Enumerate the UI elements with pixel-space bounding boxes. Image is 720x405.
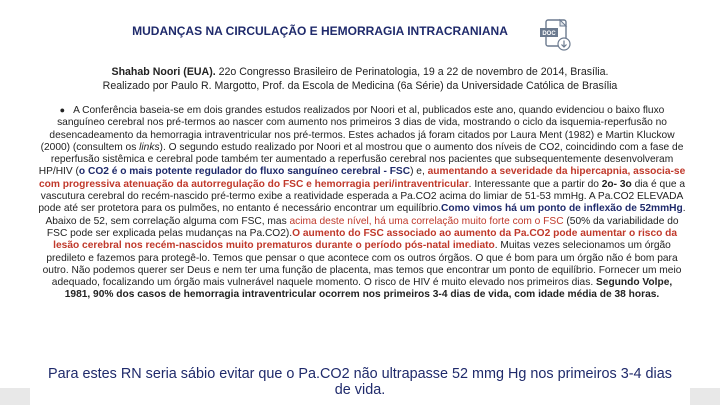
links-text: links [139,141,160,153]
highlight-bold: Segundo Volpe, 1981, 90% dos casos de hemorragia intraventricular ocorrem nos primeiros 3-4 dias de vida, com idade média de 38 horas. [64,277,673,301]
highlight-red: O aumento do FSC associado ao aumento da Pa.CO2 pode aumentar o risco da lesão cerebral nos recém-nascidos muito prematuros durante o período pós-natal imediato [53,227,678,252]
text-segment: . Muitas vezes selecionamos um órgão predileto e fazemos para protegê-lo. Temos que pensar o que acontece com os outros órgãos. O que é bom para um órgão não é bom para outro. Não podemos querer ser Deus e nem ter uma função de placenta, mas temos que encontrar um ponto de equilíbrio. Fornecer um meio adequado, focalizando um órgão mais vulnerável naquele momento. O risco de HIV é muito elevado nos primeiros dias. [42,240,682,289]
highlight-blue: o CO2 é o mais potente regulador do fluxo sanguíneo cerebral - FSC [78,166,411,178]
highlight-bold: 2o- 3o [601,178,632,190]
footer-bar-left [0,388,30,405]
doc-file-icon[interactable] [538,18,578,52]
text-segment: dia é que a vascutura cerebral do recém-nascido pré-termo exibe a reatividade esperada a Pa.CO2 acima do limiar de 51-53 mmHg. A Pa.CO2 ELEVADA pode até ser protetora para os pulmões, no entanto é necessário encontrar um equilíbrio. [38,178,686,215]
header-citation [40,66,680,93]
doc-icon-label: DOC [542,31,556,37]
bullet-icon: ● [59,105,66,115]
text-segment: A Conferência baseia-se em dois grandes estudos realizados por Noori et al, publicados este ano, quando evidenciou o baixo fluxo sanguíneo cerebral nos pré-termos ao nascer com aumento nos primeiros 3 dias de vida, mostrando o ciclo da isquemia-reperfusão no desencadeamento da hemorragia intraventricular nos pré-termos. Estes achados já foram citados por Laura Ment (1982) e Martin Kluckow (2000) (consultem os [40,105,675,153]
text-segment: . Interessante que a partir do [468,178,602,190]
text-segment: ) e, [410,166,428,178]
citation-line1: 22o Congresso Brasileiro de Perinatologia, 19 a 22 de novembro de 2014, Brasília. [215,66,609,78]
author: Shahab Noori (EUA). [111,66,216,78]
text-segment: (50% da variabilidade do FSC pode ser explicada pelas mudanças na Pa.CO2). [46,215,679,239]
highlight-blue: Como vimos há um ponto de inflexão de 52mmHg [441,203,683,215]
conclusion-text: Para estes RN seria sábio evitar que o Pa.CO2 não ultrapasse 52 mmg Hg nos primeiros 3-4 dias de vida. [48,366,672,398]
highlight-red: aumentando a severidade da hipercapnia, associa-se com progressiva atenuação da autorregulação do FSC e hemorragia peri/intraventricular [38,166,686,190]
text-segment: . Abaixo de 52, sem correlação alguma com FSC, mas [45,203,686,227]
slide-title: MUDANÇAS NA CIRCULAÇÃO E HEMORRAGIA INTRACRANIANA [132,24,508,38]
citation-line2: Realizado por Paulo R. Margotto, Prof. da Escola de Medicina (6a Série) da Universidade Católica de Brasília [102,79,618,92]
highlight-red: acima deste nível, há uma correlação muito forte com o FSC [289,215,564,227]
body-text [38,104,686,302]
text-segment: ). O segundo estudo realizado por Noori et al mostrou que o aumento dos níveis de CO2, coincidindo com a fase de reperfusão sistêmica e cerebral pode também ter aumentado a reperfusão cerebral nos pacientes que subsequentemente desenvolveram HP/HIV ( [38,141,684,178]
footer-bar-right [690,388,720,405]
